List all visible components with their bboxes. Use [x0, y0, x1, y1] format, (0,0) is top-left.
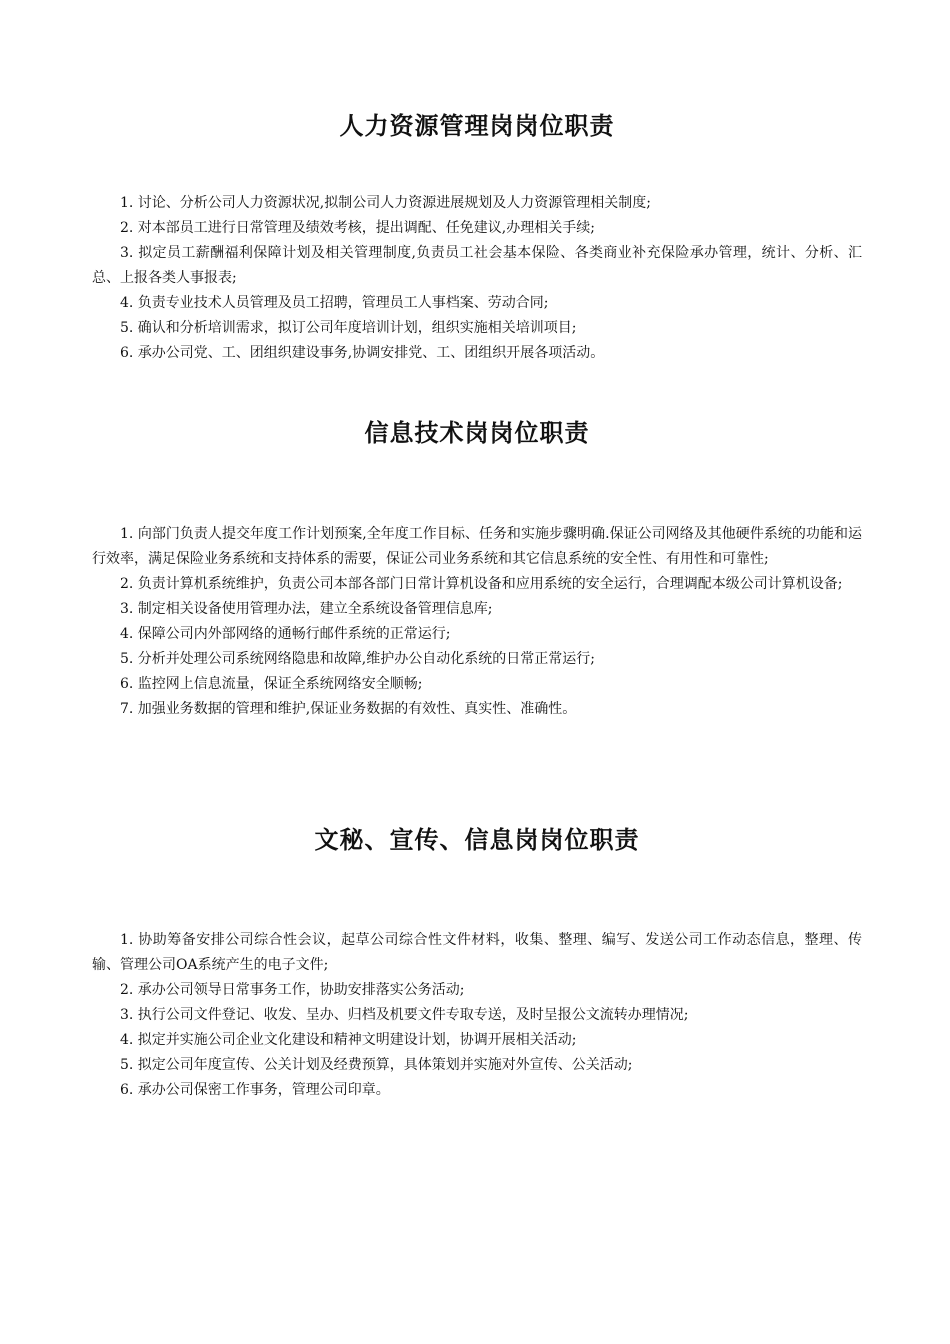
duty-item: 3. 制定相关设备使用管理办法，建立全系统设备管理信息库; — [120, 601, 493, 617]
duty-item: 1. 向部门负责人提交年度工作计划预案,全年度工作目标、任务和实施步骤明确.保证公司网络及其他硬件系统的功能和运行效率，满足保险业务系统和支持体系的需要，保证公司业务系统和其它信息系统的安全性、有用性和可靠性; — [92, 526, 862, 567]
duty-list — [92, 928, 862, 1103]
duty-item: 3. 执行公司文件登记、收发、呈办、归档及机要文件专取专送，及时呈报公文流转办理情况; — [120, 1007, 689, 1023]
duty-item: 4. 保障公司内外部网络的通畅行邮件系统的正常运行; — [120, 626, 451, 642]
duty-list — [92, 191, 862, 366]
section-title: 人力资源管理岗岗位职责 — [339, 112, 615, 140]
duty-item: 4. 负责专业技术人员管理及员工招聘，管理员工人事档案、劳动合同; — [120, 295, 549, 311]
duty-list — [92, 522, 862, 722]
duty-item: 1. 协助筹备安排公司综合性会议，起草公司综合性文件材料，收集、整理、编写、发送公司工作动态信息，整理、传输、管理公司OA系统产生的电子文件; — [92, 932, 862, 973]
duty-item: 5. 分析并处理公司系统网络隐患和故障,维护办公自动化系统的日常正常运行; — [120, 651, 595, 667]
section-title: 文秘、宣传、信息岗岗位职责 — [314, 826, 640, 854]
duty-item: 6. 监控网上信息流量，保证全系统网络安全顺畅; — [120, 676, 423, 692]
duty-item: 3. 拟定员工薪酬福利保障计划及相关管理制度,负责员工社会基本保险、各类商业补充保险承办管理，统计、分析、汇总、上报各类人事报表; — [92, 245, 862, 286]
duty-item: 2. 负责计算机系统维护，负责公司本部各部门日常计算机设备和应用系统的安全运行，合理调配本级公司计算机设备; — [120, 576, 843, 592]
duty-item: 6. 承办公司党、工、团组织建设事务,协调安排党、工、团组织开展各项活动。 — [120, 345, 605, 361]
duty-item: 2. 对本部员工进行日常管理及绩效考核，提出调配、任免建议,办理相关手续; — [120, 220, 595, 236]
secretary-section — [92, 823, 862, 1103]
duty-item: 4. 拟定并实施公司企业文化建设和精神文明建设计划，协调开展相关活动; — [120, 1032, 577, 1048]
duty-item: 6. 承办公司保密工作事务，管理公司印章。 — [120, 1082, 390, 1098]
duty-item: 1. 讨论、分析公司人力资源状况,拟制公司人力资源进展规划及人力资源管理相关制度; — [120, 195, 651, 211]
it-section — [92, 416, 862, 722]
section-title: 信息技术岗岗位职责 — [364, 419, 590, 447]
duty-item: 2. 承办公司领导日常事务工作，协助安排落实公务活动; — [120, 982, 465, 998]
duty-item: 7. 加强业务数据的管理和维护,保证业务数据的有效性、真实性、准确性。 — [120, 701, 577, 717]
duty-item: 5. 拟定公司年度宣传、公关计划及经费预算，具体策划并实施对外宣传、公关活动; — [120, 1057, 633, 1073]
hr-section — [92, 109, 862, 366]
duty-item: 5. 确认和分析培训需求，拟订公司年度培训计划，组织实施相关培训项目; — [120, 320, 577, 336]
